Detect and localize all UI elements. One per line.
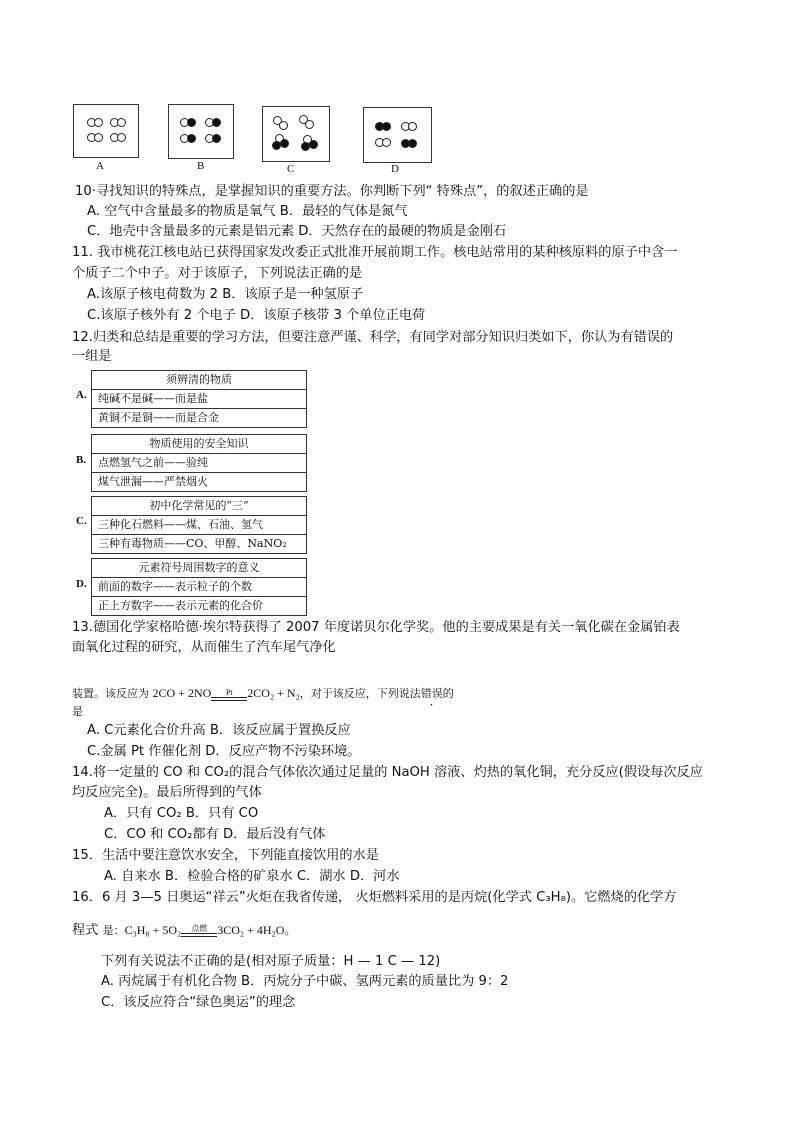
- q13-eq-suffix: ，对于该反应，下列说法: [299, 687, 421, 700]
- q13-equation-line: [72, 684, 454, 703]
- q10-options-cd: C．地壳中含量最多的元素是铝元素 D．天然存在的最硬的物质是金刚石: [87, 224, 507, 239]
- q14-stem-line2: 均反应完全)。最后所得到的气体: [72, 785, 262, 800]
- q12-table-c: [91, 496, 307, 554]
- figure-label-b: B: [197, 160, 205, 172]
- equals-sign-icon: [211, 697, 247, 701]
- q13-eq-right: 2CO₂ + N₂: [247, 686, 300, 700]
- q16-eq-prefix: 是：: [102, 924, 125, 937]
- equals-sign-icon: [181, 933, 217, 937]
- q13-stem-line4: 是: [72, 705, 83, 718]
- q12-option-a-letter: A.: [76, 389, 87, 401]
- q12-stem-line2: 一组是: [72, 349, 112, 364]
- table-title: 元素符号周围数字的意义: [138, 561, 260, 574]
- figure-label-d: D: [391, 163, 399, 175]
- q14-options-cd: C．CO 和 CO₂都有 D．最后没有气体: [104, 827, 326, 842]
- q16-options-c: C．该反应符合“绿色奥运”的理念: [101, 995, 296, 1010]
- table-row: 三种化石燃料——煤、石油、氢气: [92, 515, 306, 534]
- q13-stem-line1: 13.德国化学家格哈德·埃尔特获得了 2007 年度诺贝尔化学奖。他的主要成果是有关一氧化碳在金属铂表: [72, 620, 680, 635]
- q12-table-d: [91, 558, 307, 616]
- q16-stem-line1: 16．6 月 3—5 日奥运“祥云”火炬在我省传递， 火炬燃料采用的是丙烷(化学式 C₃H₈)。它燃烧的化学方: [72, 890, 677, 905]
- q14-options-ab: A．只有 CO₂ B．只有 CO: [104, 806, 259, 821]
- q11-options-cd: C.该原子核外有 2 个电子 D．该原子核带 3 个单位正电荷: [87, 308, 426, 323]
- q16-options-ab: A. 丙烷属于有机化合物 B．丙烷分子中碳、氢两元素的质量比为 9：2: [101, 974, 509, 989]
- table-title: 须辨清的物质: [166, 373, 232, 386]
- q12-table-a: [91, 370, 307, 428]
- figure-label-c: C: [287, 163, 295, 175]
- q13-options-cd: C.金属 Pt 作催化剂 D．反应产物不污染环境。: [87, 744, 361, 759]
- q12-stem-line1: 12.归类和总结是重要的学习方法，但要注意严谨、科学，有同学对部分知识归类如下，你认为有错误的: [72, 330, 674, 345]
- q16-question: 下列有关说法不正确的是(相对原子质量：H — 1 C — 12): [101, 954, 441, 969]
- q11-stem-line1: 11. 我市桃花江核电站已获得国家发改委正式批准开展前期工作。核电站常用的某种核原料的原子中含一: [72, 245, 678, 260]
- q13-eq-left: 2CO + 2NO: [152, 686, 212, 700]
- q16-eq-condition: 点燃: [191, 923, 208, 933]
- table-title: 物质使用的安全知识: [149, 437, 249, 450]
- table-row: 纯碱不是碱——而是盐: [92, 389, 306, 408]
- table-row: 点燃氢气之前——验纯: [92, 453, 306, 472]
- q10-options-ab: A. 空气中含量最多的物质是氧气 B．最轻的气体是氮气: [87, 204, 408, 219]
- q10-stem: 10·寻找知识的特殊点，是掌握知识的重要方法。你判断下列“ 特殊点”，的叙述正确的是: [75, 184, 589, 199]
- table-row: 正上方数字——表示元素的化合价: [92, 596, 306, 615]
- q11-stem-line2: 个质子二个中子。对于该原子，下列说法正确的是: [72, 266, 363, 281]
- figure-label-a: A: [96, 160, 104, 172]
- q12-option-d-letter: D.: [76, 578, 87, 590]
- table-row: 黄铜不是铜——而是合金: [92, 408, 306, 427]
- q12-table-b: [91, 434, 307, 492]
- q16-eq-right: 3CO₂ + 4H₂O。: [217, 923, 297, 937]
- q13-options-ab: A. C元素化合价升高 B．该反应属于置换反应: [87, 723, 351, 738]
- q15-stem: 15．生活中要注意饮水安全，下列能直接饮用的水是: [72, 848, 379, 863]
- table-row: 三种有毒物质——CO、甲醇、NaNO₂: [92, 534, 306, 553]
- q15-options: A. 自来水 B．检验合格的矿泉水 C．湖水 D．河水: [104, 869, 400, 884]
- q13-eq-condition: Pt: [225, 687, 233, 697]
- q16-eq-lead: 程式: [72, 923, 99, 938]
- table-row: 前面的数字——表示粒子的个数: [92, 577, 306, 596]
- q13-eq-end: 的: [442, 687, 454, 700]
- table-row: 煤气泄漏——严禁烟火: [92, 472, 306, 491]
- q13-stem-line2: 面氧化过程的研究，从而催生了汽车尾气净化: [72, 640, 336, 655]
- molecule-box-b: [168, 104, 234, 159]
- molecule-box-c: [262, 106, 330, 162]
- q11-options-ab: A.该原子核电荷数为 2 B．该原子是一种氢原子: [87, 287, 364, 302]
- q16-eq-arrow: [181, 924, 217, 937]
- q13-eq-emphasis: 错误: [420, 687, 443, 700]
- molecule-box-d: [363, 107, 432, 163]
- q13-eq-prefix: 装置。该反应为: [72, 687, 153, 700]
- q12-option-c-letter: C.: [76, 515, 87, 527]
- q14-stem-line1: 14.将一定量的 CO 和 CO₂的混合气体依次通过足量的 NaOH 溶液、灼热的氧化铜，充分反应(假设每次反应: [72, 765, 703, 780]
- table-title: 初中化学常见的“三”: [149, 499, 249, 512]
- q13-eq-arrow: [211, 688, 247, 701]
- q16-eq-left: C₃H₈ + 5O₂: [124, 923, 182, 937]
- q12-option-b-letter: B.: [76, 454, 87, 466]
- q16-equation-line: [72, 921, 296, 940]
- molecule-box-a: [73, 104, 139, 158]
